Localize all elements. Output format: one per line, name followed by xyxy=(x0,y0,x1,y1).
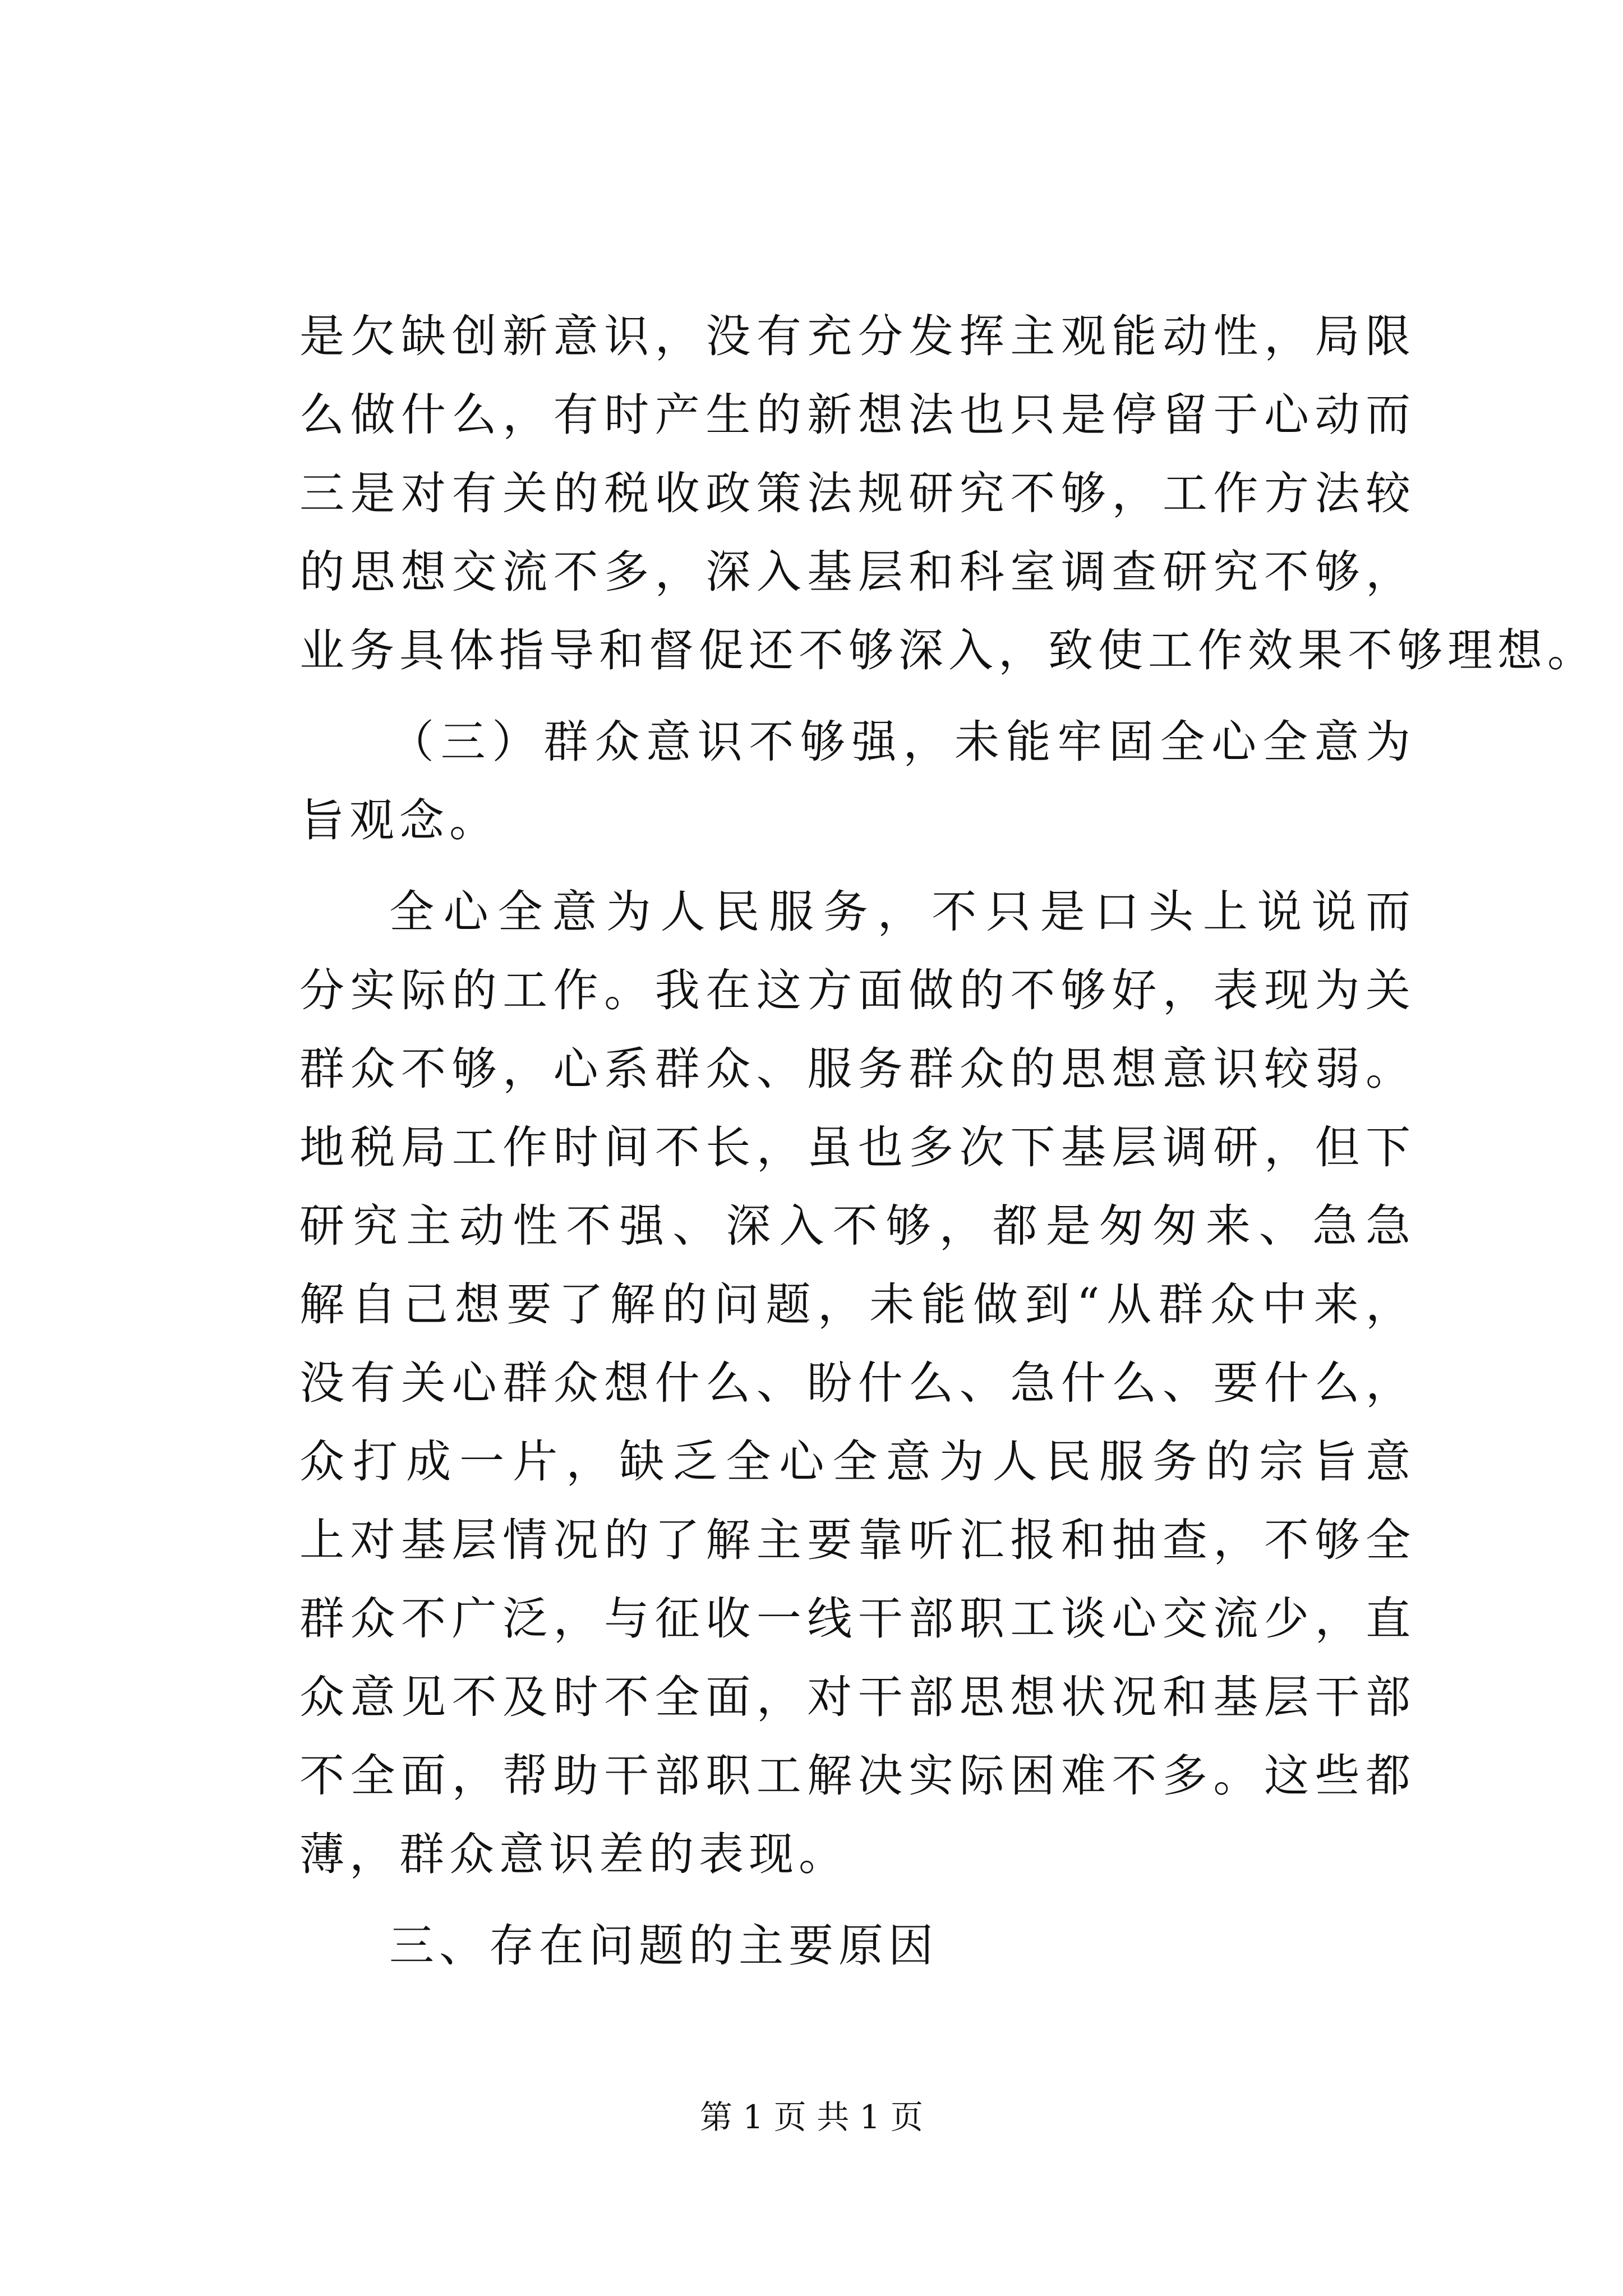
text-line: 众打成一片，缺乏全心全意为人民服务的宗旨意 xyxy=(299,1435,1415,1488)
text-line: 分实际的工作。我在这方面做的不够好，表现为关 xyxy=(299,964,1415,1016)
text-line: 全心全意为人民服务，不只是口头上说说而 xyxy=(389,886,1415,938)
paragraph-continuation xyxy=(299,297,1597,690)
text-line: 是欠缺创新意识，没有充分发挥主观能动性，局限 xyxy=(299,310,1415,362)
text-line: 么做什么，有时产生的新想法也只是停留于心动而 xyxy=(299,389,1415,441)
text-line: 群众不够，心系群众、服务群众的思想意识较弱。 xyxy=(299,1043,1415,1095)
section-heading-3 xyxy=(299,703,1415,860)
text-line: 三、存在问题的主要原因 xyxy=(389,1920,938,1972)
text-line: 众意见不及时不全面，对干部思想状况和基层干部 xyxy=(299,1671,1415,1723)
page-number-footer: 第 1 页 共 1 页 xyxy=(700,2098,923,2136)
text-line: 薄，群众意识差的表现。 xyxy=(299,1828,849,1880)
text-line: 旨观念。 xyxy=(299,794,499,846)
text-line: 上对基层情况的了解主要靠听汇报和抽查，不够全 xyxy=(299,1514,1415,1566)
text-line: 三是对有关的税收政策法规研究不够，工作方法较 xyxy=(299,467,1415,519)
text-line: 没有关心群众想什么、盼什么、急什么、要什么， xyxy=(299,1357,1415,1409)
text-line: 不全面，帮助干部职工解决实际困难不多。这些都 xyxy=(299,1750,1415,1802)
text-line: 的思想交流不多，深入基层和科室调查研究不够， xyxy=(299,546,1415,598)
text-line: 地税局工作时间不长，虽也多次下基层调研，但下 xyxy=(299,1121,1415,1174)
text-line: 群众不广泛，与征收一线干部职工谈心交流少，直 xyxy=(299,1593,1415,1645)
paragraph-body xyxy=(299,873,1415,1894)
text-line: 解自己想要了解的问题，未能做到“从群众中来， xyxy=(299,1278,1415,1331)
section-heading-main xyxy=(299,1907,1415,1985)
document-body xyxy=(299,297,1597,1985)
text-line: 研究主动性不强、深入不够，都是匆匆来、急急 xyxy=(299,1200,1415,1252)
text-line: （三）群众意识不够强，未能牢固全心全意为 xyxy=(389,716,1415,768)
text-line: 业务具体指导和督促还不够深入，致使工作效果不够理想。 xyxy=(299,624,1597,677)
